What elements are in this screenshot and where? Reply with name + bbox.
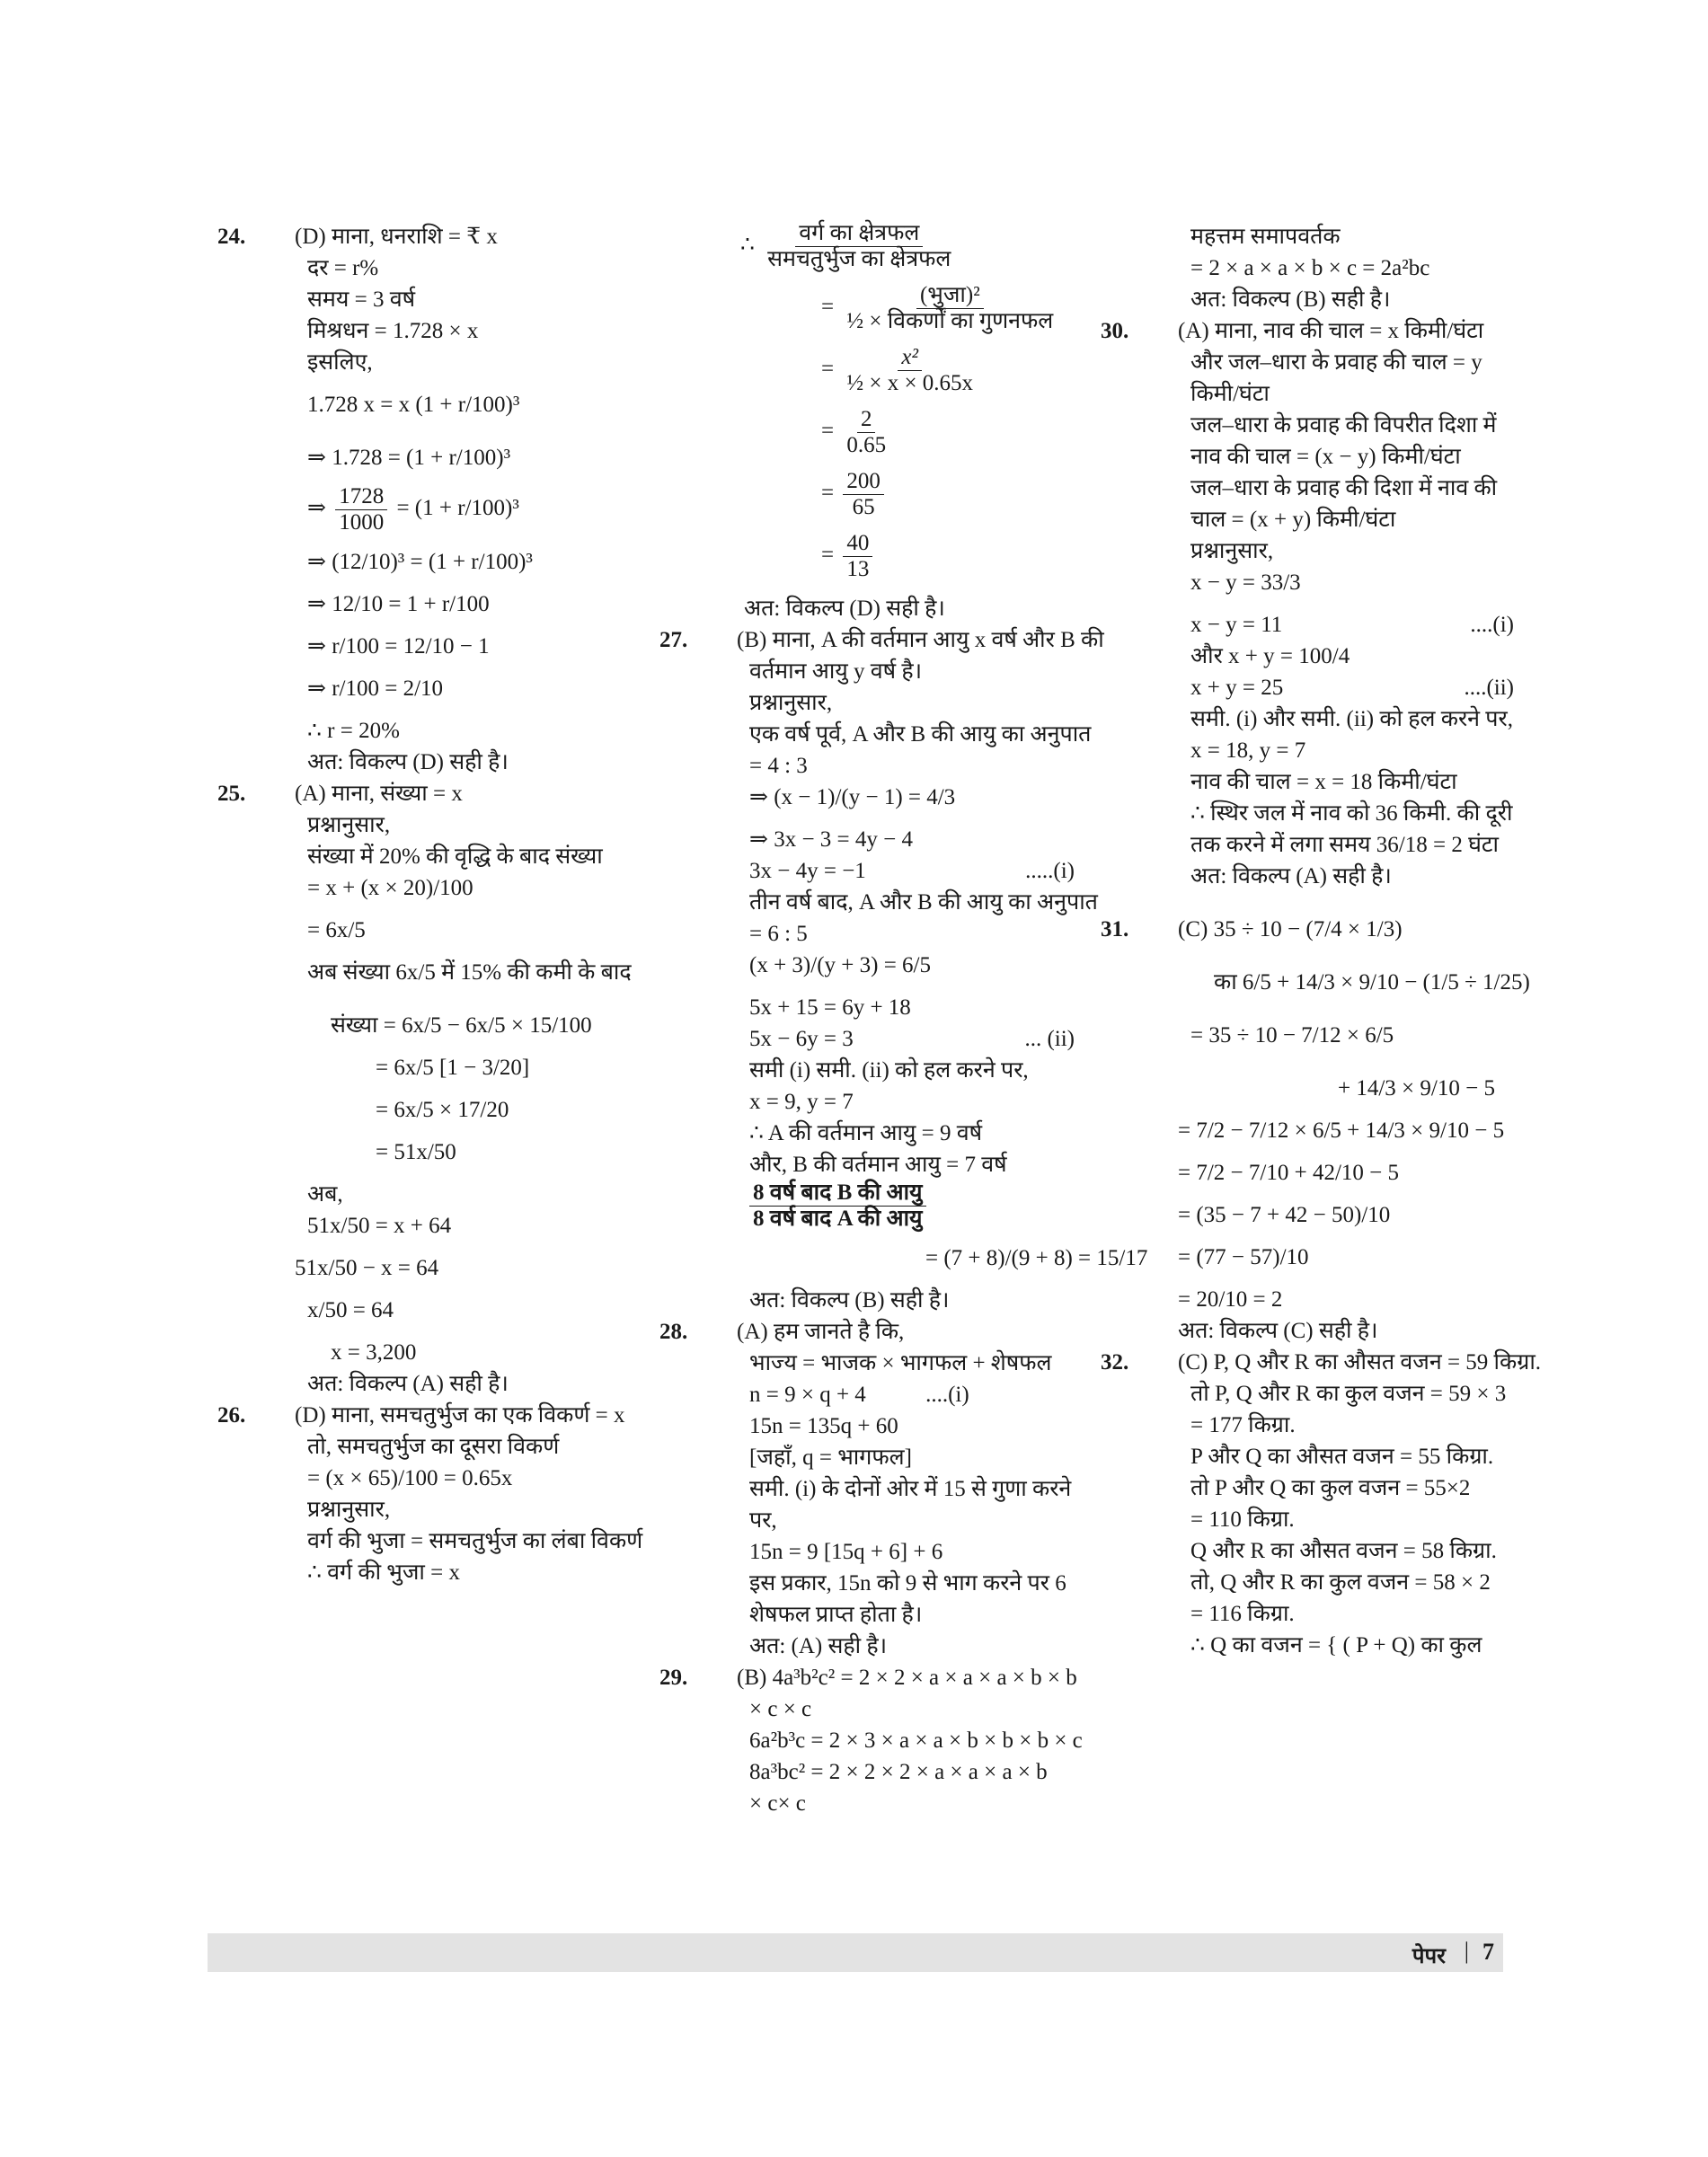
text-line: = 116 किग्रा. xyxy=(1190,1602,1295,1626)
equation: = $\frac{2}{0.65}$ xyxy=(740,407,1075,458)
text-line: और जल–धारा के प्रवाह की चाल = y xyxy=(1190,350,1482,375)
text-line: किमी/घंटा xyxy=(1190,382,1270,406)
equation: = $\frac{\text{(भुजा)²}}{\text{½ × विकर्णों का गुणनफल}}$ xyxy=(740,283,1075,334)
question-29-continued xyxy=(1101,221,1514,315)
question-number: 27. xyxy=(659,628,688,652)
fraction-numerator: 2 xyxy=(857,407,876,433)
question-number: 26. xyxy=(217,1403,246,1428)
equation: ⇒ (12/10)³ = (1 + r/100)³ xyxy=(307,550,533,574)
question-29 xyxy=(659,1662,1083,1819)
text-line: समी (i) समी. (ii) को हल करने पर, xyxy=(749,1058,1029,1083)
text-line: पर, xyxy=(749,1508,777,1533)
text-line: अब, xyxy=(307,1182,343,1207)
equation: 6a²b³c = 2 × 3 × a × a × b × b × b × c xyxy=(749,1728,1083,1753)
text-line: तो, समचतुर्भुज का दूसरा विकर्ण xyxy=(307,1435,560,1459)
equation: (x + 3)/(y + 3) = 6/5 xyxy=(749,953,931,977)
answer-line: अत: विकल्प (B) सही है। xyxy=(749,1288,950,1313)
text-line: x = 18, y = 7 xyxy=(1190,738,1306,763)
equation xyxy=(737,855,1075,887)
equation: = 7/2 − 7/10 + 42/10 − 5 xyxy=(1178,1161,1399,1185)
equation: = 20/10 = 2 xyxy=(1178,1287,1283,1312)
question-number: 30. xyxy=(1101,319,1129,343)
fraction-numerator: (भुजा)² xyxy=(916,283,984,309)
equation: ⇒ 12/10 = 1 + r/100 xyxy=(307,592,490,616)
fraction-numerator: वर्ग का क्षेत्रफल xyxy=(795,221,923,247)
text-line: समी. (i) और समी. (ii) को हल करने पर, xyxy=(1190,707,1513,731)
equation-text: x + y = 25 xyxy=(1190,676,1284,700)
equation: ⇒ 3x − 3 = 4y − 4 xyxy=(749,827,913,852)
text-line: तो P, Q और R का कुल वजन = 59 × 3 xyxy=(1190,1382,1507,1406)
fraction-numerator: 1728 xyxy=(335,484,387,510)
text-line: प्रश्नानुसार, xyxy=(307,1498,391,1522)
equation: = 6x/5 xyxy=(307,918,366,942)
equation: 8a³bc² = 2 × 2 × 2 × a × a × a × b xyxy=(749,1760,1048,1784)
equation-text: 5x − 6y = 3 xyxy=(749,1027,854,1051)
question-31 xyxy=(1101,914,1530,1347)
equation: = 7/2 − 7/12 × 6/5 + 14/3 × 9/10 − 5 xyxy=(1178,1118,1505,1143)
text-line: महत्तम समापवर्तक xyxy=(1190,225,1341,249)
column-right xyxy=(1101,221,1542,1661)
question-number: 25. xyxy=(217,782,246,806)
equation: ⇒ r/100 = 2/10 xyxy=(307,676,444,701)
equation-tag: ... (ii) xyxy=(1024,1027,1075,1051)
text-line: ∴ A की वर्तमान आयु = 9 वर्ष xyxy=(749,1121,983,1145)
equation: = (35 − 7 + 42 − 50)/10 xyxy=(1178,1203,1391,1227)
text-line: (C) P, Q और R का औसत वजन = 59 किग्रा. xyxy=(1178,1350,1542,1375)
question-number: 24. xyxy=(217,225,246,249)
equation: ⇒ 1.728 = (1 + r/100)³ xyxy=(307,446,511,470)
text-line: वर्तमान आयु y वर्ष है। xyxy=(749,659,923,684)
text-line: P और Q का औसत वजन = 55 किग्रा. xyxy=(1190,1445,1494,1469)
text-line: प्रश्नानुसार, xyxy=(307,813,391,837)
answer-line: अत: विकल्प (A) सही है। xyxy=(1190,864,1392,888)
question-30 xyxy=(1101,315,1514,892)
footer-separator: | xyxy=(1464,1938,1469,1964)
equation: 1.728 x = x (1 + r/100)³ xyxy=(307,393,520,417)
text-line: वर्ग की भुजा = समचतुर्भुज का लंबा विकर्ण xyxy=(307,1529,643,1553)
text-line: = 110 किग्रा. xyxy=(1190,1507,1295,1532)
text-line: ∴ स्थिर जल में नाव को 36 किमी. की दूरी xyxy=(1190,801,1513,826)
equation: और x + y = 100/4 xyxy=(1190,644,1350,668)
fraction-denominator: 0.65 xyxy=(846,433,887,457)
fraction-numerator: x² xyxy=(898,345,922,371)
equation: 15n = 135q + 60 xyxy=(749,1414,898,1438)
fraction-denominator: 13 xyxy=(846,557,870,581)
text-line: ∴ Q का वजन = { ( P + Q) का कुल xyxy=(1190,1633,1482,1658)
equation xyxy=(1178,609,1514,641)
equation: = $\frac{40}{13}$ xyxy=(740,531,1075,582)
answer-line: अत: (A) सही है। xyxy=(749,1634,888,1658)
text-line: प्रश्नानुसार, xyxy=(1190,539,1274,563)
equation: = $\frac{200}{65}$ xyxy=(740,469,1075,520)
text-line: x = 9, y = 7 xyxy=(749,1090,854,1114)
text-line: [जहाँ, q = भागफल] xyxy=(749,1445,912,1470)
page-number: 7 xyxy=(1482,1939,1494,1965)
equation: × c × c xyxy=(749,1697,812,1721)
equation xyxy=(737,1180,1075,1232)
equation-text: n = 9 × q + 4 xyxy=(749,1383,866,1407)
question-number: 31. xyxy=(1101,917,1129,941)
equation: = (7 + 8)/(9 + 8) = 15/17 xyxy=(925,1246,1148,1270)
equation-text: 3x − 4y = −1 xyxy=(749,859,866,883)
equation: 15n = 9 [15q + 6] + 6 xyxy=(749,1540,943,1564)
text-line: चाल = (x + y) किमी/घंटा xyxy=(1190,508,1396,532)
text-line: तीन वर्ष बाद, A और B की आयु का अनुपात xyxy=(749,890,1098,915)
answer-line: अत: विकल्प (A) सही है। xyxy=(307,1372,509,1396)
equation-tag: ....(ii) xyxy=(1464,676,1514,700)
question-number: 32. xyxy=(1101,1350,1129,1375)
column-left xyxy=(217,221,643,1588)
fraction-denominator: समचतुर्भुज का क्षेत्रफल xyxy=(767,247,951,271)
equation: = (x × 65)/100 = 0.65x xyxy=(307,1466,513,1490)
equation: 51x/50 = x + 64 xyxy=(307,1214,452,1238)
text-line: दर = r% xyxy=(307,256,379,280)
fraction-denominator: ½ × x × 0.65x xyxy=(846,371,974,395)
equation: ⇒ $\frac{1728}{1000}$ = (1 + r/100)³ xyxy=(307,484,519,535)
text-line: प्रश्नानुसार, xyxy=(749,691,833,715)
equation: = 35 ÷ 10 − 7/12 × 6/5 xyxy=(1190,1023,1394,1048)
fraction-denominator: 8 वर्ष बाद A की आयु xyxy=(753,1207,923,1231)
question-26 xyxy=(217,1400,643,1588)
text-line: = 6 : 5 xyxy=(749,922,808,946)
equation xyxy=(737,1023,1075,1055)
fraction-denominator: 1000 xyxy=(339,510,385,535)
text-line: अब संख्या 6x/5 में 15% की कमी के बाद xyxy=(307,960,632,985)
equation: = 51x/50 xyxy=(376,1140,456,1164)
equation: ⇒ r/100 = 12/10 − 1 xyxy=(307,634,490,659)
text-line: समय = 3 वर्ष xyxy=(307,287,416,312)
equation: x/50 = 64 xyxy=(307,1298,394,1322)
equation: ∴ $\frac{\text{वर्ग का क्षेत्रफल}}{\text{समचतुर्भुज का क्षेत्रफल}}$ xyxy=(740,221,1075,272)
answer-line: अत: विकल्प (B) सही है। xyxy=(1190,287,1391,312)
fraction-denominator: ½ × विकर्णों का गुणनफल xyxy=(846,309,1054,333)
text-line: नाव की चाल = (x − y) किमी/घंटा xyxy=(1190,445,1461,469)
answer-line: अत: विकल्प (C) सही है। xyxy=(1178,1319,1378,1343)
equation xyxy=(1178,672,1514,703)
text-line: Q और R का औसत वजन = 58 किग्रा. xyxy=(1190,1539,1497,1563)
text-line: (B) माना, A की वर्तमान आयु x वर्ष और B की xyxy=(737,628,1104,652)
equation xyxy=(737,1379,1075,1410)
text-line: (A) माना, नाव की चाल = x किमी/घंटा xyxy=(1178,319,1484,343)
text-line: (A) हम जानते है कि, xyxy=(737,1320,905,1344)
footer-label: पेपर xyxy=(1412,1944,1446,1968)
equation: 51x/50 − x = 64 xyxy=(295,1256,439,1280)
question-28 xyxy=(659,1316,1075,1662)
equation-text: x − y = 11 xyxy=(1190,613,1283,637)
equation-rest: = (1 + r/100)³ xyxy=(396,496,519,521)
answer-line: अत: विकल्प (D) सही है। xyxy=(307,750,509,774)
equation: = 2 × a × a × b × c = 2a²bc xyxy=(1190,256,1430,280)
equation: × c× c xyxy=(749,1791,806,1816)
result: x = 3,200 xyxy=(331,1340,417,1365)
text-line: इस प्रकार, 15n को 9 से भाग करने पर 6 xyxy=(749,1571,1066,1596)
equation: संख्या = 6x/5 − 6x/5 × 15/100 xyxy=(331,1013,592,1038)
text-line: मिश्रधन = 1.728 × x xyxy=(307,319,479,343)
text-line: जल–धारा के प्रवाह की दिशा में नाव की xyxy=(1190,476,1498,500)
text-line: ∴ वर्ग की भुजा = x xyxy=(307,1560,461,1585)
equation: 5x + 15 = 6y + 18 xyxy=(749,995,911,1020)
equation: (C) 35 ÷ 10 − (7/4 × 1/3) xyxy=(1178,917,1403,941)
question-26-continued xyxy=(659,221,1075,624)
equation: = 6x/5 [1 − 3/20] xyxy=(376,1056,530,1080)
answer-line: अत: विकल्प (D) सही है। xyxy=(744,597,945,621)
equation: = x + (x × 20)/100 xyxy=(307,876,473,900)
equation: x − y = 33/3 xyxy=(1190,570,1301,595)
text-line: एक वर्ष पूर्व, A और B की आयु का अनुपात xyxy=(749,722,1092,747)
question-32 xyxy=(1101,1347,1542,1661)
equation: तक करने में लगा समय 36/18 = 2 घंटा xyxy=(1190,833,1499,857)
text-line: और, B की वर्तमान आयु = 7 वर्ष xyxy=(749,1153,1007,1177)
fraction-numerator: 40 xyxy=(843,531,872,557)
text-line: = 177 किग्रा. xyxy=(1190,1413,1296,1437)
text-line: संख्या में 20% की वृद्धि के बाद संख्या xyxy=(307,844,603,869)
text-line: नाव की चाल = x = 18 किमी/घंटा xyxy=(1190,770,1457,794)
equation: का 6/5 + 14/3 × 9/10 − (1/5 ÷ 1/25) xyxy=(1214,970,1530,995)
question-24 xyxy=(217,221,613,778)
page-footer xyxy=(208,1933,1503,1972)
text-line: समी. (i) के दोनों ओर में 15 से गुणा करने xyxy=(749,1477,1072,1501)
question-25 xyxy=(217,778,632,1400)
equation: = $\frac{\text{x²}}{\text{½ × x × 0.65x}}$ xyxy=(740,345,1075,396)
text-line: (D) माना, धनराशि = ₹ x xyxy=(295,225,498,249)
question-number: 28. xyxy=(659,1320,688,1344)
text-line: इसलिए, xyxy=(307,350,373,375)
equation: ⇒ (x − 1)/(y − 1) = 4/3 xyxy=(749,785,956,809)
text-line: तो, Q और R का कुल वजन = 58 × 2 xyxy=(1190,1570,1491,1595)
equation: (B) 4a³b²c² = 2 × 2 × a × a × a × b × b xyxy=(737,1666,1077,1690)
equation-tag: .....(i) xyxy=(1025,859,1075,883)
fraction-numerator: 8 वर्ष बाद B की आयु xyxy=(749,1180,926,1207)
text-line: जल–धारा के प्रवाह की विपरीत दिशा में xyxy=(1190,413,1497,438)
fraction-numerator: 200 xyxy=(843,469,884,495)
fraction-denominator: 65 xyxy=(852,495,875,519)
text-line: भाज्य = भाजक × भागफल + शेषफल xyxy=(749,1351,1052,1375)
text-line: (A) माना, संख्या = x xyxy=(295,782,463,806)
equation-tag: ....(i) xyxy=(925,1383,969,1407)
result: ∴ r = 20% xyxy=(307,719,400,743)
text-line: शेषफल प्राप्त होता है। xyxy=(749,1603,923,1627)
equation: = 6x/5 × 17/20 xyxy=(376,1098,509,1122)
text-line: = 4 : 3 xyxy=(749,754,808,778)
text-line: तो P और Q का कुल वजन = 55×2 xyxy=(1190,1476,1471,1500)
equation-tag: ....(i) xyxy=(1470,613,1514,637)
question-number: 29. xyxy=(659,1666,688,1690)
text-line: (D) माना, समचतुर्भुज का एक विकर्ण = x xyxy=(295,1403,625,1428)
equation: = (77 − 57)/10 xyxy=(1178,1245,1309,1269)
equation: + 14/3 × 9/10 − 5 xyxy=(1338,1076,1495,1101)
